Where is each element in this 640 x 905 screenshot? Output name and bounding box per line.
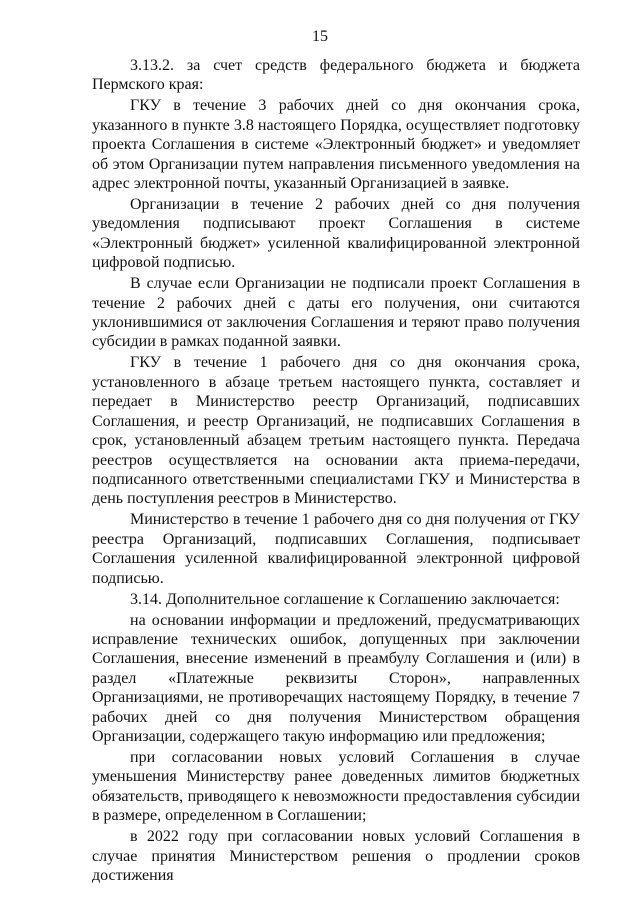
paragraph: при согласовании новых условий Соглашения в случае уменьшения Министерству ранее доведенных лимитов бюджетных обязательств, приводящего к невозможности предоставления субсидии в размере, определенном в Соглашении;: [92, 748, 580, 825]
paragraph: 3.14. Дополнительное соглашение к Соглашению заключается:: [130, 590, 560, 608]
paragraph: В случае если Организации не подписали проект Соглашения в течение 2 рабочих дней с даты его получения, они считаются уклонившимися от заключения Соглашения и теряют право получения субсидии в рамках поданной заявки.: [92, 275, 580, 351]
paragraph: на основании информации и предложений, предусматривающих исправление технических ошибок, допущенных при заключении Соглашения, внесение изменений в преамбулу Соглашения и (или) в раздел «Платежные реквизиты Сторон», направленных Организациями, не противоречащих настоящему Порядку, в течение 7 рабочих дней со дня получения Министерством обращения Организации, содержащего такую информацию или предложения;: [92, 611, 580, 745]
paragraph: 3.13.2. за счет средств федерального бюджета и бюджета Пермского края:: [92, 57, 580, 94]
paragraph: ГКУ в течение 3 рабочих дней со дня окончания срока, указанного в пункте 3.8 настоящего Порядка, осуществляет подготовку проекта Соглашения в системе «Электронный бюджет» и уведомляет об этом Организации путем направления письменного уведомления на адрес электронной почты, указанный Организацией в заявке.: [92, 97, 580, 193]
paragraph: ГКУ в течение 1 рабочего дня со дня окончания срока, установленного в абзаце третьем настоящего пункта, составляет и передает в Министерство реестр Организаций, подписавших Соглашения, и реестр Организаций, не подписавших Соглашения в срок, установленный абзацем третьим настоящего пункта. Передача реестров осуществляется на основании акта приема-передачи, подписанного ответственными специалистами ГКУ и Министерства в день поступления реестров в Министерство.: [92, 354, 580, 508]
document-body: [92, 56, 580, 887]
paragraph: в 2022 году при согласовании новых условий Соглашения в случае принятия Министерством решения о продлении сроков достижения: [92, 828, 580, 884]
page-number: 15: [312, 28, 328, 45]
paragraph: Министерство в течение 1 рабочего дня со дня получения от ГКУ реестра Организаций, подписавших Соглашения, подписывает Соглашения усиленной квалифицированной электронной цифровой подписью.: [92, 511, 580, 587]
paragraph: Организации в течение 2 рабочих дней со дня получения уведомления подписывают проект Соглашения в системе «Электронный бюджет» усиленной квалифицированной электронной цифровой подписью.: [92, 196, 580, 272]
